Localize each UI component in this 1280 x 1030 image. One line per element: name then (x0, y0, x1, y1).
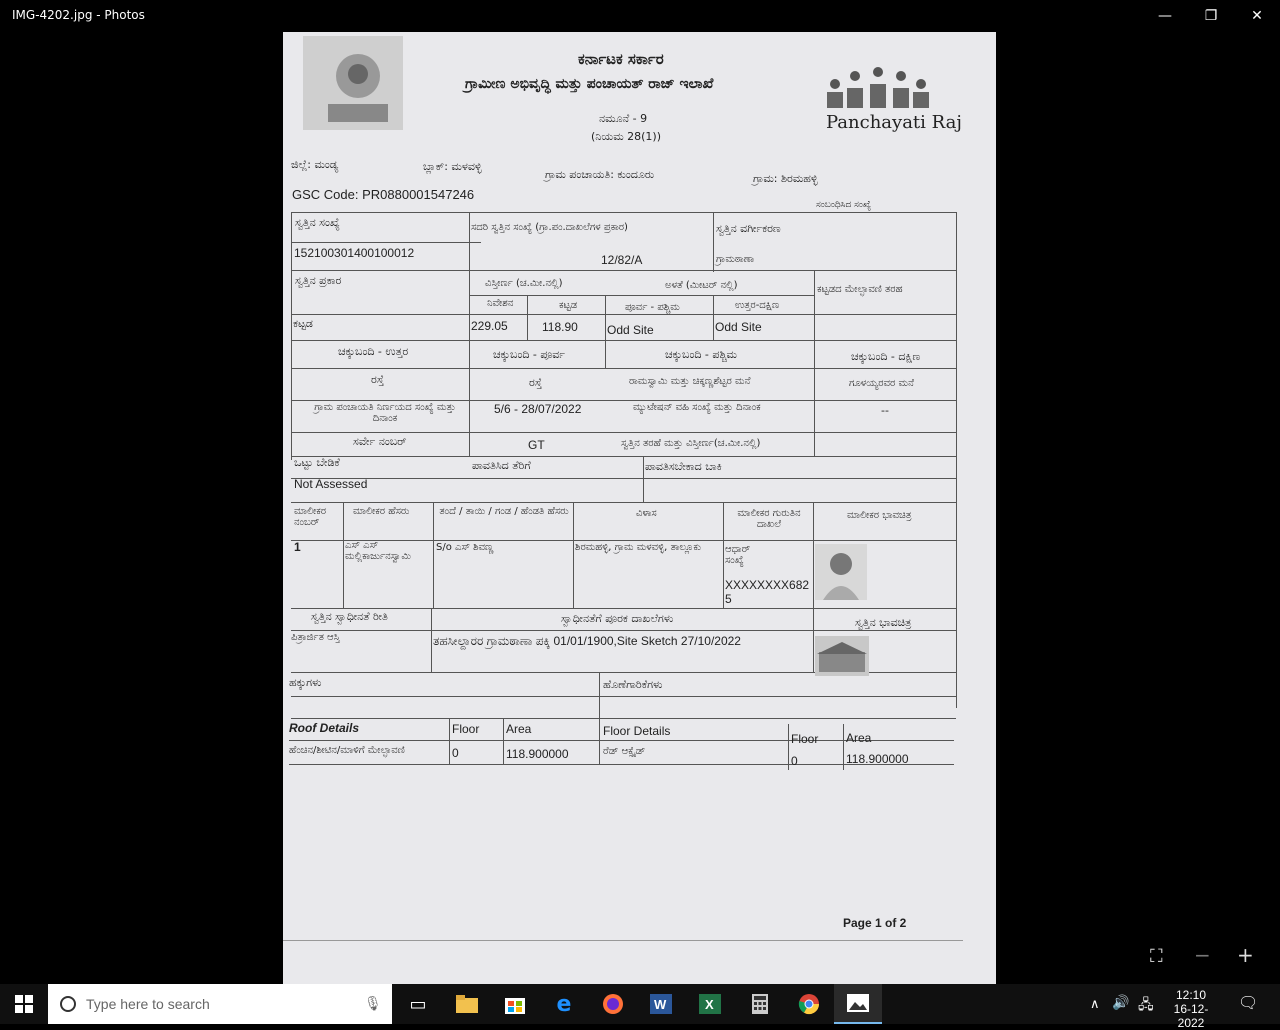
close-button[interactable]: ✕ (1251, 8, 1263, 24)
ownership-method-value: ಪಿತ್ರಾರ್ಜಿತ ಆಸ್ತಿ (291, 632, 340, 643)
roof-area-label: Area (506, 722, 532, 736)
zoom-in-icon[interactable]: + (1237, 943, 1254, 967)
liabilities-label: ಹೊಣೆಗಾರಿಕೆಗಳು (603, 678, 663, 691)
floor-details-title: Floor Details (603, 724, 671, 738)
sadara-label: ಸದರಿ ಸ್ವತ್ತಿನ ಸಂಖ್ಯೆ (ಗ್ರಾ.ಪಂ.ದಾಖಲೆಗಳ ಪ್ರಕಾರ) (471, 222, 628, 233)
gsc-code: GSC Code: PR0880001547246 (292, 187, 475, 202)
north-south-value: Odd Site (715, 320, 762, 334)
building-area-value: 118.90 (542, 320, 578, 334)
relation-value: S/o ಎಸ್ ಶಿವಣ್ಣ (436, 542, 494, 553)
block-text: ಬ್ಲಾಕ್: ಮಳವಳ್ಳಿ (423, 160, 482, 173)
cortana-icon (60, 996, 76, 1012)
id-type-value: ಆಧಾರ್ ಸಂಖ್ಯೆ (725, 544, 751, 566)
window-title: IMG-4202.jpg - Photos (12, 8, 145, 22)
property-type-value: ಕಟ್ಟಡ (293, 317, 313, 330)
clock-time: 12:10 (1175, 988, 1207, 1002)
dept-heading: ಗ್ರಾಮೀಣ ಅಭಿವೃದ್ಧಿ ಮತ್ತು ಪಂಚಾಯತ್ ರಾಜ್ ಇಲಾಖೆ (465, 76, 714, 92)
north-boundary-value: ರಸ್ತೆ (371, 373, 385, 386)
excel-icon[interactable] (686, 984, 734, 1024)
rule-number: (ನಿಯಮ 28(1)) (591, 130, 662, 143)
south-boundary-value: ಗೂಳಯ್ಯರವರ ಮನೆ (849, 378, 914, 389)
east-west-label: ಪೂರ್ವ - ಪಶ್ಚಿಮ (625, 302, 680, 313)
firefox-icon[interactable] (589, 984, 637, 1024)
east-boundary-label: ಚಕ್ಕುಬಂದಿ - ಪೂರ್ವ (493, 348, 566, 361)
property-no-label: ಸ್ವತ್ತಿನ ಸಂಖ್ಯೆ (295, 216, 340, 229)
survey-label: ಸರ್ವೇ ನಂಬರ್ (353, 435, 407, 448)
floor-type-value: ರೆಡ್ ಆಕ್ಸೈಡ್ (603, 746, 646, 757)
rights-label: ಹಕ್ಕುಗಳು (289, 676, 322, 689)
classification-value: ಗ್ರಾಮಠಾಣಾ (716, 254, 755, 265)
mutation-label: ಮ್ಯುಟೇಷನ್ ವಹಿ ಸಂಖ್ಯೆ ಮತ್ತು ದಿನಾಂಕ (633, 402, 761, 413)
clock-date: 16-12-2022 (1173, 1002, 1209, 1030)
east-west-value: Odd Site (607, 323, 654, 337)
microphone-icon[interactable]: 🎙 (364, 996, 382, 1012)
ownership-docs-label: ಸ್ವಾಧೀನತೆಗೆ ಪೂರಕ ದಾಖಲೆಗಳು (561, 612, 674, 625)
area-label: ವಿಸ್ತೀರ್ಣ (ಚ.ಮೀ.ನಲ್ಲಿ) (485, 278, 563, 289)
document-image (283, 32, 996, 984)
floor-area-value: 118.900000 (846, 752, 909, 766)
roof-details-title: Roof Details (289, 721, 360, 735)
owner-no-value: 1 (294, 540, 301, 554)
south-boundary-label: ಚಕ್ಕುಬಂದಿ - ದಕ್ಷಿಣ (851, 350, 921, 363)
total-demand-label: ಒಟ್ಟು ಬೇಡಿಕೆ (294, 456, 340, 469)
building-label: ಕಟ್ಟಡ (559, 300, 578, 311)
address-value: ಶಿರಮಹಳ್ಳಿ, ಗ್ರಾಮ ಮಳವಳ್ಳಿ, ತಾಲ್ಲೂಕು (575, 542, 702, 553)
address-label: ವಿಳಾಸ (636, 508, 657, 519)
west-boundary-value: ರಾಮಸ್ವಾಮಿ ಮತ್ತು ಚಿಕ್ಕಣ್ಣಶೆಟ್ಟರ ಮನೆ (629, 376, 751, 387)
owner-photo (815, 544, 867, 600)
paid-tax-label: ಪಾವತಿಸಿದ ತೆರಿಗೆ (472, 459, 531, 472)
relation-label: ತಂದೆ / ತಾಯಿ / ಗಂಡ / ಹೆಂಡತಿ ಹೆಸರು (439, 506, 569, 517)
karnataka-emblem-icon (303, 36, 403, 130)
resolution-label: ಗ್ರಾಮ ಪಂಚಾಯತಿ ನಿರ್ಣಯದ ಸಂಖ್ಯೆ ಮತ್ತು ದಿನಾಂಕ (314, 402, 456, 424)
roof-floor-value: 0 (452, 746, 459, 760)
window-titlebar (0, 0, 1280, 32)
ownership-method-label: ಸ್ವತ್ತಿನ ಸ್ವಾಧೀನತೆ ರೀತಿ (311, 610, 388, 623)
calculator-icon[interactable] (736, 984, 784, 1024)
classification-label: ಸ್ವತ್ತಿನ ವರ್ಗೀಕರಣ (716, 222, 781, 235)
owner-name-value: ಎಸ್ ಎಸ್ ಮಲ್ಲಿಕಾರ್ಜುನಸ್ವಾಮಿ (345, 540, 411, 562)
search-placeholder: Type here to search (86, 996, 210, 1012)
mutation-value: -- (881, 404, 889, 417)
roof-type-label: ಕಟ್ಟಡದ ಮೇಲ್ಛಾವಣಿ ತರಹ (817, 284, 903, 295)
word-icon[interactable] (637, 984, 685, 1024)
internet-explorer-icon[interactable]: e (556, 991, 572, 1017)
minimize-button[interactable]: — (1158, 8, 1172, 24)
logo-text: Panchayati Raj (826, 112, 962, 133)
survey-value: GT (528, 438, 545, 452)
property-photo (815, 636, 869, 676)
ownership-docs-value: ತಹಸೀಲ್ದಾರರ ಗ್ರಾಮಠಾಣಾ ಪಕ್ಕಿ 01/01/1900,Site Sketch 27/10/2022 (433, 634, 741, 648)
show-hidden-icons-icon[interactable]: ∧ (1090, 996, 1100, 1011)
windows-logo-icon (15, 995, 33, 1013)
panchayat-text: ಗ್ರಾಮ ಪಂಚಾಯತಿ: ಕುಂದೂರು (545, 168, 655, 181)
west-boundary-label: ಚಕ್ಕುಬಂದಿ - ಪಶ್ಚಿಮ (665, 348, 738, 361)
govt-heading: ಕರ್ನಾಟಕ ಸರ್ಕಾರ (578, 50, 664, 68)
page-number: Page 1 of 2 (843, 916, 907, 930)
network-icon[interactable]: 🖧 (1138, 996, 1154, 1012)
village-text: ಗ್ರಾಮ: ಶಿರಮಹಳ್ಳಿ (753, 172, 818, 185)
floor-floor-value: 0 (791, 754, 798, 768)
property-no-value: 152100301400100012 (294, 246, 415, 260)
restore-button[interactable]: ❐ (1204, 8, 1218, 24)
dimensions-label: ಅಳತೆ (ಮೀಟರ್ ನಲ್ಲಿ) (665, 280, 738, 291)
notifications-icon[interactable]: 🗨 (1238, 995, 1259, 1012)
east-boundary-value: ರಸ್ತೆ (529, 376, 543, 389)
north-south-label: ಉತ್ತರ-ದಕ್ಷಿಣ (735, 300, 780, 311)
id-doc-label: ಮಾಲೀಕರ ಗುರುತಿನ ದಾಖಲೆ (737, 508, 801, 530)
property-photo-label: ಸ್ವತ್ತಿನ ಭಾವಚಿತ್ರ (855, 616, 912, 629)
owner-no-label: ಮಾಲೀಕರ ನಂಬರ್ (294, 506, 327, 528)
property-type-label: ಸ್ವತ್ತಿನ ಪ್ರಕಾರ (295, 274, 342, 287)
cut-off-text: ಸಂಬಂಧಿಸಿದ ಸಂಖ್ಯೆ (816, 200, 872, 210)
chrome-icon[interactable] (785, 984, 833, 1024)
sadara-value: 12/82/A (601, 253, 643, 267)
roof-type-value: ಹೆಂಚಿನ/ಶೀಟಿನ/ಮಾಳಿಗೆ ಮೇಲ್ಛಾವಣಿ (289, 745, 405, 756)
id-number-value: XXXXXXXX6825 (725, 578, 810, 606)
task-view-icon[interactable]: ▭ (409, 993, 427, 1015)
roof-area-value: 118.900000 (506, 747, 569, 761)
site-label: ನಿವೇಶನ (487, 298, 514, 309)
svg-text:X: X (705, 997, 714, 1012)
svg-text:W: W (654, 997, 667, 1012)
type-area-label: ಸ್ವತ್ತಿನ ತರಹೆ ಮತ್ತು ವಿಸ್ತೀರ್ಣ(ಚ.ಮೀ.ನಲ್ಲಿ) (621, 438, 761, 449)
taskbar-search-box[interactable] (48, 984, 392, 1024)
north-boundary-label: ಚಕ್ಕುಬಂದಿ - ಉತ್ತರ (338, 345, 409, 358)
start-button[interactable] (0, 984, 48, 1024)
resolution-value: 5/6 - 28/07/2022 (494, 402, 582, 416)
district-text: ಜಿಲ್ಲೆ: ಮಂಡ್ಯ (291, 158, 339, 171)
floor-area-label: Area (846, 731, 872, 745)
owner-name-label: ಮಾಲೀಕರ ಹೆಸರು (353, 506, 410, 517)
panchayati-raj-logo-icon (823, 62, 933, 112)
site-area-value: 229.05 (471, 319, 508, 333)
fit-to-window-icon[interactable]: ⛶ (1150, 946, 1163, 967)
file-explorer-icon[interactable] (443, 984, 491, 1024)
form-number: ನಮೂನೆ - 9 (599, 112, 648, 125)
volume-icon[interactable]: 🔊 (1112, 994, 1130, 1010)
photos-app-icon[interactable] (834, 984, 882, 1024)
roof-floor-label: Floor (452, 722, 480, 736)
zoom-out-icon[interactable]: − (1194, 943, 1211, 967)
due-tax-label: ಪಾವತಿಸಬೇಕಾದ ಬಾಕಿ (645, 460, 722, 473)
taskbar (0, 984, 1280, 1030)
total-demand-value: Not Assessed (294, 477, 368, 491)
store-icon[interactable] (491, 984, 539, 1024)
floor-floor-label: Floor (791, 732, 819, 746)
owner-photo-label: ಮಾಲೀಕರ ಭಾವಚಿತ್ರ (847, 510, 912, 521)
